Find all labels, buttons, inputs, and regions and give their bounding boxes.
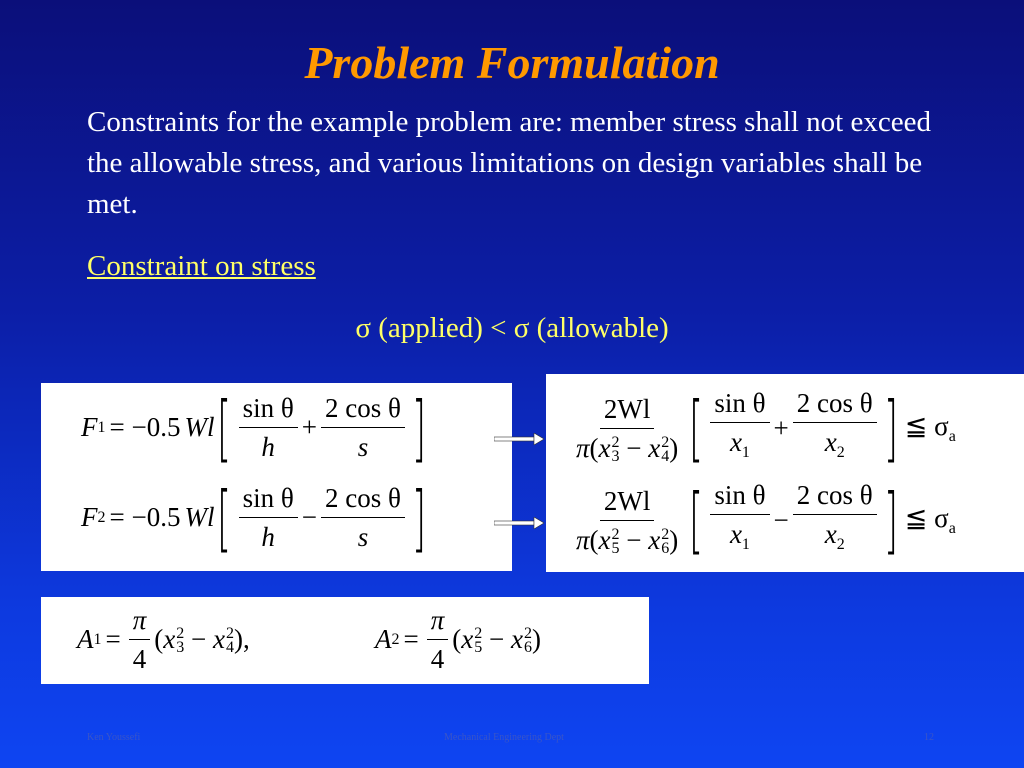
- stress-inequalities-box: [546, 374, 1024, 572]
- constraint-heading: Constraint on stress: [87, 250, 316, 282]
- arrow-right-icon: [494, 517, 544, 529]
- force-equations-box: [41, 383, 512, 571]
- equation-f2: F 2 = −0.5 Wl [ $\frac{\text{sin θ}}{h}$ − $\frac{\text{2 cos θ}}{s}$ ]: [81, 475, 427, 560]
- footer-page-number: 12: [924, 732, 934, 743]
- footer-author: Ken Youssefi: [87, 732, 141, 743]
- stress-relation: σ (applied) < σ (allowable): [355, 312, 669, 344]
- intro-paragraph: Constraints for the example problem are: member stress shall not exceed the allowable stress, and various limitations on design variables shall be met.: [87, 106, 931, 220]
- footer-department: Mechanical Engineering Dept: [444, 732, 564, 743]
- inequality-member-1: 2Wl π(x 2 3 − x 2 4 ) [ $\frac{\text{sin θ}}{x_1}$ + $\frac{\text{2 cos θ}}{x_2}$ ] ≦ $\sigma_a$: [576, 386, 956, 470]
- equation-a1: A 1 = $\frac{\pi}{4}$ (x 2 3 − x 2 4 ),: [77, 605, 250, 674]
- equation-f1: F 1 = −0.5 Wl [ $\frac{\text{sin θ}}{h}$ + $\frac{\text{2 cos θ}}{s}$ ]: [81, 385, 427, 470]
- inequality-member-2: 2Wl π(x 2 5 − x 2 6 ) [ $\frac{\text{sin θ}}{x_1}$ − $\frac{\text{2 cos θ}}{x_2}$ ] ≦ $\sigma_a$: [576, 478, 956, 562]
- area-definitions-box: [41, 597, 649, 684]
- equation-a2: A 2 = $\frac{\pi}{4}$ (x 2 5 − x 2 6 ): [375, 605, 541, 674]
- arrow-right-icon: [494, 433, 544, 445]
- slide-title: Problem Formulation: [304, 37, 720, 88]
